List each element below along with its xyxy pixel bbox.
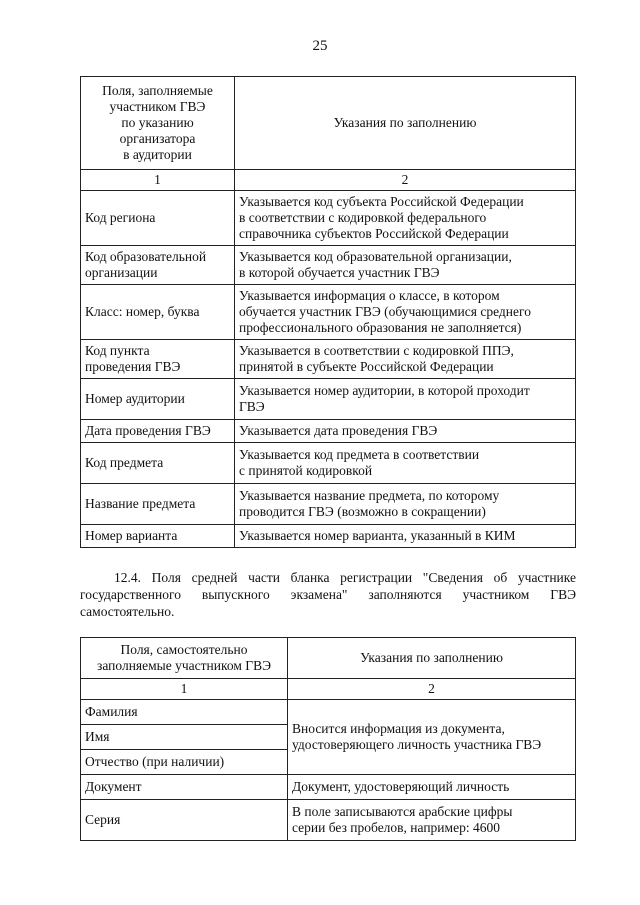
header-col2: Указания по заполнению: [235, 77, 576, 170]
section-paragraph: 12.4. Поля средней части бланка регистрации "Сведения об участнике государственного выпускного экзамена" заполняются участником ГВЭ самостоятельно.: [80, 570, 576, 619]
field-cell-document: Документ: [81, 775, 288, 800]
table-row: [81, 285, 576, 340]
instruction-cell: Указывается название предмета, по которому проводится ГВЭ (возможно в сокращении): [235, 484, 576, 525]
col-number-1: 1: [81, 170, 235, 191]
col-number-2: 2: [235, 170, 576, 191]
field-cell-surname: Фамилия: [81, 700, 288, 725]
header-col1: Поля, самостоятельно заполняемые участником ГВЭ: [81, 638, 288, 679]
instruction-cell: Указывается номер варианта, указанный в КИМ: [235, 525, 576, 548]
table-row: [81, 246, 576, 285]
page-number: 25: [312, 38, 328, 54]
header-col1: Поля, заполняемые участником ГВЭ по указанию организатора в аудитории: [81, 77, 235, 170]
field-cell: Дата проведения ГВЭ: [81, 420, 235, 443]
table-row: [81, 379, 576, 420]
table-fields-by-participant: [80, 637, 576, 841]
instruction-cell-series: В поле записываются арабские цифры серии без пробелов, например: 4600: [288, 800, 576, 841]
field-cell: Номер варианта: [81, 525, 235, 548]
table-row: [81, 525, 576, 548]
field-cell: Код региона: [81, 191, 235, 246]
field-cell: Номер аудитории: [81, 379, 235, 420]
field-cell: Код предмета: [81, 443, 235, 484]
table-row: [81, 700, 576, 725]
field-cell: Код пункта проведения ГВЭ: [81, 340, 235, 379]
table-row: [81, 191, 576, 246]
table-row: [81, 443, 576, 484]
field-cell: Класс: номер, буква: [81, 285, 235, 340]
instruction-cell: Указывается код образовательной организации, в которой обучается участник ГВЭ: [235, 246, 576, 285]
table-row: [81, 484, 576, 525]
instruction-cell: Указывается код предмета в соответствии с принятой кодировкой: [235, 443, 576, 484]
number-row: [81, 170, 576, 191]
number-row: [81, 679, 576, 700]
table-row: [81, 800, 576, 841]
instruction-cell: Указывается в соответствии с кодировкой ППЭ, принятой в субъекте Российской Федерации: [235, 340, 576, 379]
field-cell: Код образовательной организации: [81, 246, 235, 285]
instruction-cell: Указывается код субъекта Российской Федерации в соответствии с кодировкой федерального справочника субъектов Российской Федерации: [235, 191, 576, 246]
field-cell-patronymic: Отчество (при наличии): [81, 750, 288, 775]
col-number-1: 1: [81, 679, 288, 700]
field-cell-name: Имя: [81, 725, 288, 750]
instruction-cell-document: Документ, удостоверяющий личность: [288, 775, 576, 800]
table-fields-by-organizer: [80, 76, 576, 548]
field-cell-series: Серия: [81, 800, 288, 841]
instruction-cell: Указывается дата проведения ГВЭ: [235, 420, 576, 443]
table-row: [81, 775, 576, 800]
col-number-2: 2: [288, 679, 576, 700]
instruction-cell: Указывается номер аудитории, в которой проходит ГВЭ: [235, 379, 576, 420]
instruction-cell: Указывается информация о классе, в котором обучается участник ГВЭ (обучающимися среднего профессионального образования не заполняется): [235, 285, 576, 340]
table-header: [81, 77, 576, 170]
table-row: [81, 340, 576, 379]
table-header: [81, 638, 576, 679]
field-cell: Название предмета: [81, 484, 235, 525]
table-row: [81, 420, 576, 443]
header-col2: Указания по заполнению: [288, 638, 576, 679]
instruction-cell-name: Вносится информация из документа, удостоверяющего личность участника ГВЭ: [288, 700, 576, 775]
